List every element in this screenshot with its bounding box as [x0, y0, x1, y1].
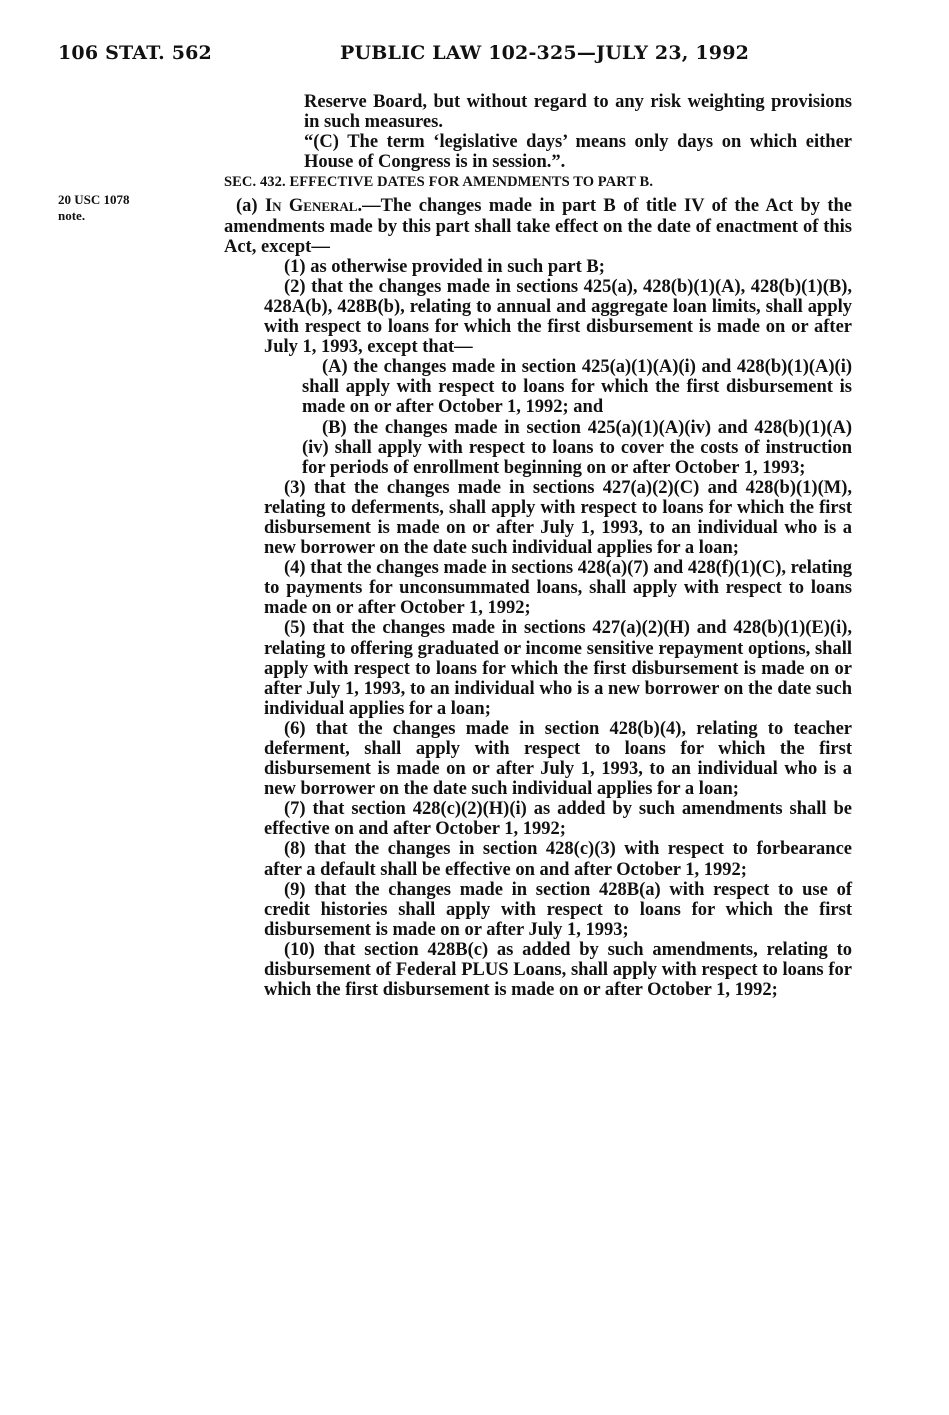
continued-text: Reserve Board, but without regard to any risk weighting provisions in such measures. — [304, 92, 852, 133]
definition-paragraph: “(C) The term ‘legislative days’ means only days on which either House of Congress is in session.”. — [304, 132, 852, 173]
paragraph-9: (9) that the changes made in section 428B(a) with respect to use of credit histories shall apply with respect to loans for which the first disbursement is made on or after July 1, 1993; — [264, 879, 852, 940]
paragraph-5: (5) that the changes made in sections 427(a)(2)(H) and 428(b)(1)(E)(i), relating to offering graduated or income sensitive repayment options, shall apply with respect to loans for which the first disbursement is made on or after July 1, 1993, to an individual who is a new borrower on the date such individual applies for a loan; — [264, 618, 852, 719]
page-header — [58, 42, 898, 72]
paragraph-2: (2) that the changes made in sections 425(a), 428(b)(1)(A), 428(b)(1)(B), 428A(b), 428B(b), relating to annual and aggregate loan limits, shall apply with respect to loans for which the first disbursement is made on or after July 1, 1993, except that— — [264, 276, 852, 358]
subsection-a-text: .—The changes made in part B of title IV of the Act by the amendments made by this part shall take effect on the date of enactment of this Act, except— — [224, 196, 853, 257]
subsection-a-label: (a) — [236, 196, 265, 217]
document-body — [224, 92, 852, 1000]
subsection-a — [224, 196, 852, 256]
margin-note-citation: 20 USC 1078 — [58, 192, 130, 207]
subsection-a-caption: In General — [264, 196, 358, 217]
paragraph-2-A: (A) the changes made in section 425(a)(1)(A)(i) and 428(b)(1)(A)(i) shall apply with respect to loans for which the first disbursement is made on or after October 1, 1992; and — [302, 357, 852, 418]
paragraph-8: (8) that the changes in section 428(c)(3) with respect to forbearance after a default shall be effective on and after October 1, 1992; — [264, 839, 852, 880]
paragraph-4: (4) that the changes made in sections 428(a)(7) and 428(f)(1)(C), relating to payments for unconsummated loans, shall apply with respect to loans made on or after October 1, 1992; — [264, 558, 852, 619]
paragraph-3: (3) that the changes made in sections 427(a)(2)(C) and 428(b)(1)(M), relating to deferments, shall apply with respect to loans for which the first disbursement is made on or after July 1, 1993, to an individual who is a new borrower on the date such individual applies for a loan; — [264, 477, 852, 559]
margin-note — [58, 192, 198, 224]
paragraph-1: (1) as otherwise provided in such part B; — [284, 256, 605, 277]
paragraph-6: (6) that the changes made in section 428(b)(4), relating to teacher deferment, shall apply with respect to loans for which the first disbursement is made on or after July 1, 1993, to an individual who is a new borrower on the date such individual applies for a loan; — [264, 718, 852, 800]
paragraph-10: (10) that section 428B(c) as added by such amendments, relating to disbursement of Federal PLUS Loans, shall apply with respect to loans for which the first disbursement is made on or after October 1, 1992; — [264, 939, 852, 1001]
paragraph-2-B: (B) the changes made in section 425(a)(1)(A)(iv) and 428(b)(1)(A)(iv) shall apply with respect to loans to cover the costs of instruction for periods of enrollment beginning on or after October 1, 1993; — [302, 417, 852, 478]
paragraph-7: (7) that section 428(c)(2)(H)(i) as added by such amendments shall be effective on and after October 1, 1992; — [264, 799, 852, 840]
section-heading: SEC. 432. EFFECTIVE DATES FOR AMENDMENTS TO PART B. — [224, 174, 654, 191]
margin-note-label: note. — [58, 208, 86, 223]
public-law-title: PUBLIC LAW 102-325—JULY 23, 1992 — [340, 42, 750, 64]
stat-page-number: 106 STAT. 562 — [58, 42, 212, 64]
